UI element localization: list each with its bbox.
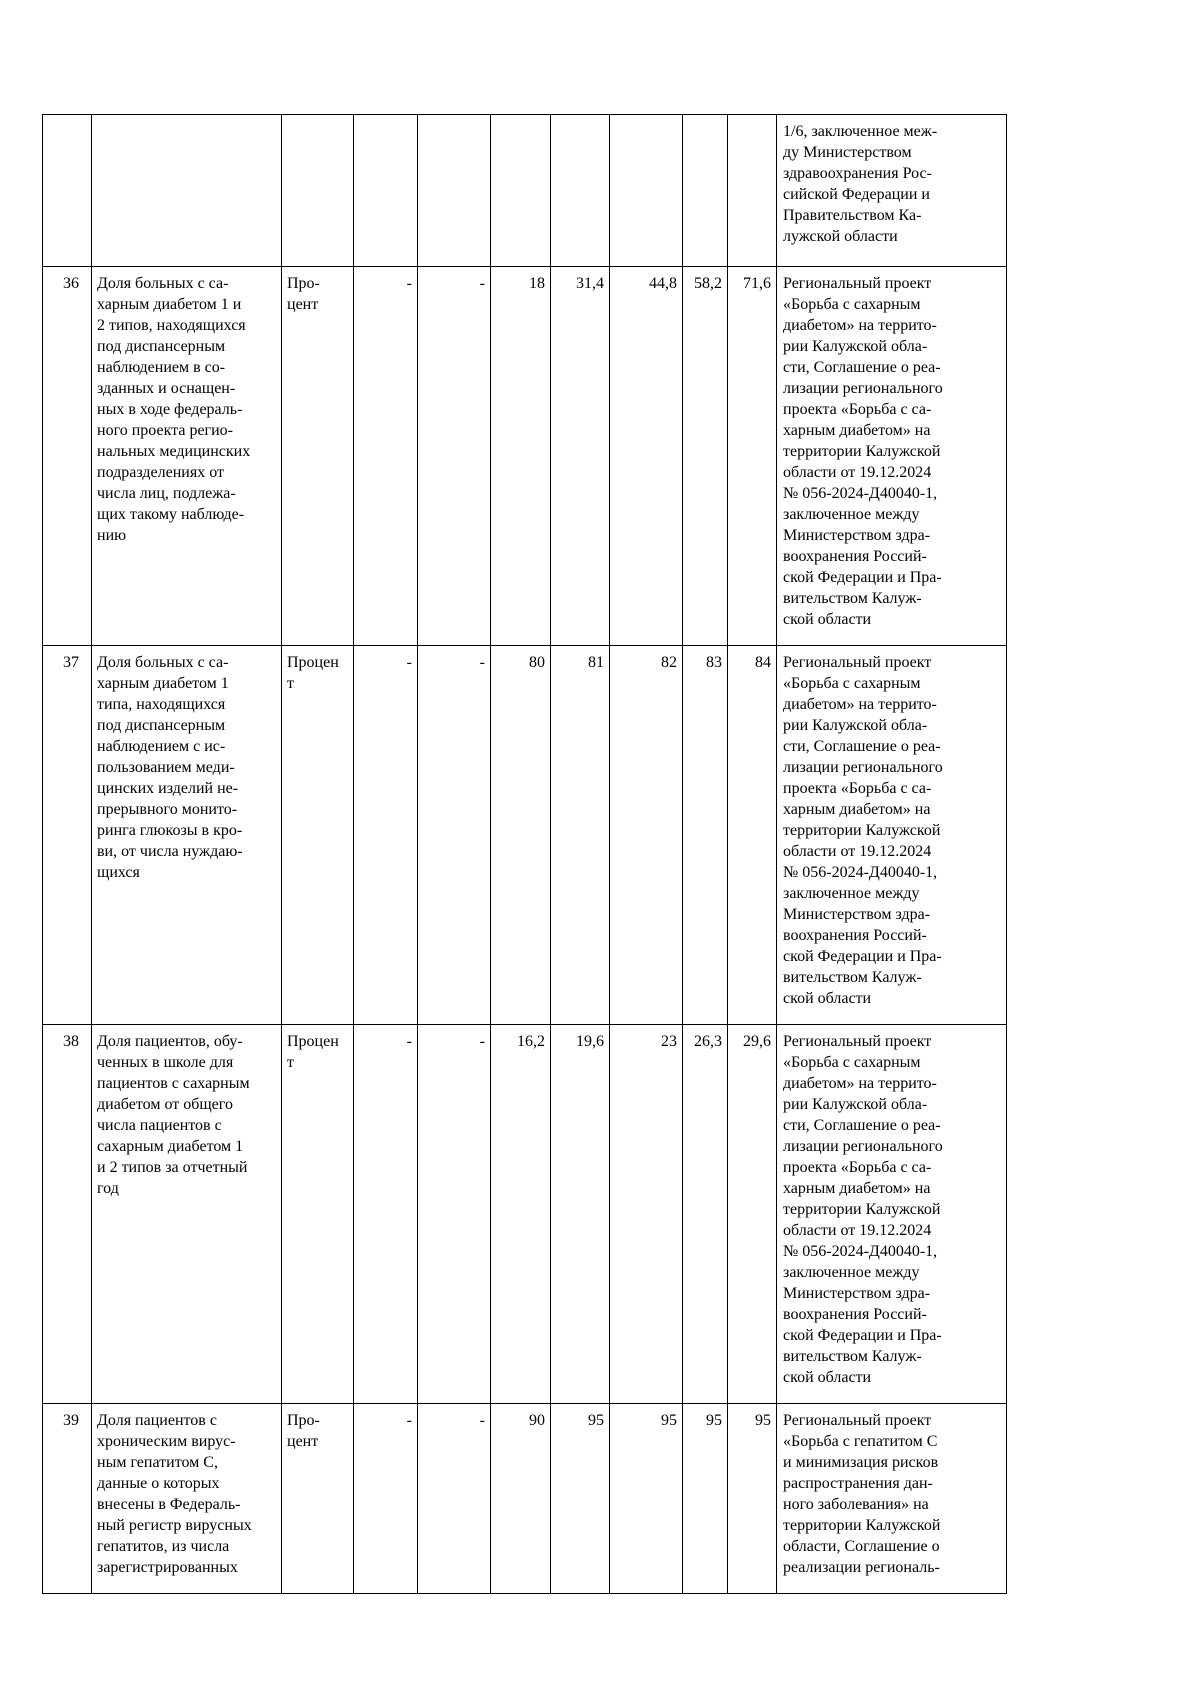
unit-cell: Процен т	[282, 1025, 354, 1404]
value-cell: 44,8	[610, 267, 683, 646]
value-cell	[728, 1025, 777, 1404]
row-number: 38	[43, 1025, 92, 1404]
value-cell: 81	[551, 646, 610, 1025]
unit-cell: Про- цент	[282, 267, 354, 646]
value-cell: 80	[491, 646, 551, 1025]
indicator-name: Доля больных с са- харным диабетом 1 типа, находящихся под диспансерным наблюдением с ис- пользованием меди- цинских изделий не- прерывного монито- ринга глюкозы в кро- ви, от числа нуждаю- щихся	[92, 646, 282, 1025]
value-cell: 82	[610, 646, 683, 1025]
source-cell: 1/6, заключенное меж- ду Министерством здравоохранения Рос- сийской Федерации и Правительством Ка- лужской области	[777, 115, 1007, 267]
value-cell: 16,2	[491, 1025, 551, 1404]
value-cell-84: 84	[755, 654, 771, 671]
source-text: Региональный проект «Борьба с сахарным диабетом» на террито- рии Калужской обла- сти, Соглашение о реа- лизации регионального проекта «Борьба с са- харным диабетом» на территории Калужской области от 19.12.2024 № 056-2024-Д40040-1, заключенное между Министерством здра- воохранения Россий- ской Федерации и Пра- вительством Калуж- ской области	[783, 654, 943, 1007]
value-cell-29-6: 29,6	[743, 1033, 771, 1050]
unit-cell: Процен т	[282, 646, 354, 1025]
value-cell	[683, 115, 728, 267]
row-number	[43, 115, 92, 267]
value-cell	[728, 267, 777, 646]
indicator-name: Доля пациентов, обу- ченных в школе для пациентов с сахарным диабетом от общего числа пациентов с сахарным диабетом 1 и 2 типов за отчетный год	[92, 1025, 282, 1404]
value-cell: 90	[491, 1404, 551, 1594]
value-cell: -	[354, 1025, 418, 1404]
table-row	[43, 267, 1007, 646]
source-text: Региональный проект «Борьба с сахарным диабетом» на террито- рии Калужской обла- сти, Соглашение о реа- лизации регионального проекта «Борьба с са- харным диабетом» на территории Калужской области от 19.12.2024 № 056-2024-Д40040-1, заключенное между Министерством здра- воохранения Россий- ской Федерации и Пра- вительством Калуж- ской области	[783, 1033, 943, 1386]
value-cell: 23	[610, 1025, 683, 1404]
value-cell: 19,6	[551, 1025, 610, 1404]
value-cell: 31,4	[551, 267, 610, 646]
unit-cell: Про- цент	[282, 1404, 354, 1594]
unit-cell	[282, 115, 354, 267]
source-cell	[777, 1025, 1007, 1404]
source-cell	[777, 267, 1007, 646]
value-cell: 26,3	[683, 1025, 728, 1404]
row-number: 36	[43, 267, 92, 646]
indicator-name: Доля больных с са- харным диабетом 1 и 2 типов, находящихся под диспансерным наблюдением в со- зданных и оснащен- ных в ходе федераль- ного проекта регио- нальных медицинских подразделениях от числа лиц, подлежа- щих такому наблюде- нию	[92, 267, 282, 646]
value-cell: 83	[683, 646, 728, 1025]
indicator-name	[92, 115, 282, 267]
source-cell	[777, 1404, 1007, 1594]
value-cell	[551, 115, 610, 267]
value-cell	[354, 115, 418, 267]
table-row	[43, 1025, 1007, 1404]
value-cell	[491, 115, 551, 267]
value-cell	[728, 646, 777, 1025]
value-cell: -	[418, 1025, 491, 1404]
table-row	[43, 1404, 1007, 1594]
indicator-name: Доля пациентов с хроническим вирус- ным гепатитом С, данные о которых внесены в Федераль- ный регистр вирусных гепатитов, из числа зарегистрированных	[92, 1404, 282, 1594]
source-text: Региональный проект «Борьба с гепатитом С и минимизация рисков распространения дан- ного заболевания» на территории Калужской области, Соглашение о реализации региональ-	[783, 1412, 941, 1576]
value-cell	[728, 115, 777, 267]
value-cell-71-6: 71,6	[743, 275, 771, 292]
table-row	[43, 646, 1007, 1025]
value-cell: -	[418, 1404, 491, 1594]
value-cell	[610, 115, 683, 267]
value-cell	[418, 115, 491, 267]
value-cell: 95	[683, 1404, 728, 1594]
value-cell: -	[418, 267, 491, 646]
value-cell	[728, 1404, 777, 1594]
value-cell: 95	[610, 1404, 683, 1594]
value-cell: -	[354, 646, 418, 1025]
source-cell	[777, 646, 1007, 1025]
value-cell: -	[418, 646, 491, 1025]
value-cell: 95	[551, 1404, 610, 1594]
value-cell: 18	[491, 267, 551, 646]
row-number: 37	[43, 646, 92, 1025]
value-cell: -	[354, 1404, 418, 1594]
row-number: 39	[43, 1404, 92, 1594]
table-row	[43, 115, 1007, 267]
value-cell: -	[354, 267, 418, 646]
source-text: Региональный проект «Борьба с сахарным диабетом» на террито- рии Калужской обла- сти, Соглашение о реа- лизации регионального проекта «Борьба с са- харным диабетом» на территории Калужской области от 19.12.2024 № 056-2024-Д40040-1, заключенное между Министерством здра- воохранения Россий- ской Федерации и Пра- вительством Калуж- ской области	[783, 275, 943, 628]
indicators-table	[42, 114, 1007, 1594]
value-cell-95: 95	[755, 1412, 771, 1429]
value-cell: 58,2	[683, 267, 728, 646]
